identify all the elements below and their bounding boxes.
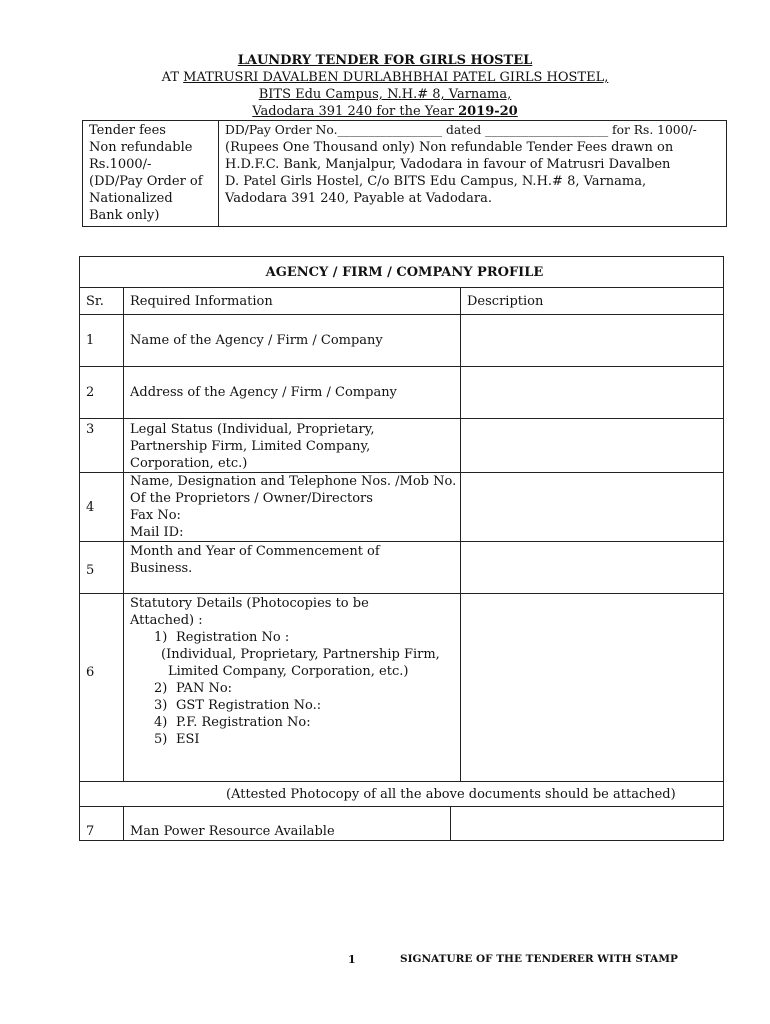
list-item [130,731,460,748]
row-info: Name of the Agency / Firm / Company [124,315,461,367]
registration-detail-line: (Individual, Proprietary, Partnership Firm, [161,647,440,662]
row-sr: 3 [80,419,124,473]
campus-address: BITS Edu Campus, N.H.# 8, Varnama, [258,87,512,102]
fees-label-line: Bank only) [89,208,160,223]
row-info [124,594,461,782]
row-info: Address of the Agency / Firm / Company [124,367,461,419]
row-info [124,807,461,841]
list-text: PAN No: [176,681,233,696]
statutory-list [130,680,460,748]
description-cell[interactable] [461,367,724,419]
table-row [80,807,724,841]
list-number: 3) [154,698,168,713]
row-sr: 5 [80,542,124,594]
list-text: Registration No : [176,630,290,645]
row-info-line: Business. [130,561,193,576]
fees-label-line: Nationalized [89,191,173,206]
row-info [124,419,461,473]
year-line [0,103,770,120]
list-number: 5) [154,732,168,747]
fees-detail-line: (Rupees One Thousand only) Non refundable Tender Fees drawn on [225,140,674,155]
hostel-name-line [0,69,770,86]
signature-label: SIGNATURE OF THE TENDERER WITH STAMP [400,953,678,965]
description-cell[interactable] [461,594,724,782]
campus-address-line [0,86,770,103]
fees-label-line: Rs.1000/- [89,157,152,172]
cell-divider [450,806,451,841]
attested-note: (Attested Photocopy of all the above documents should be attached) [80,782,724,807]
profile-heading-text: AGENCY / FIRM / COMPANY PROFILE [265,264,544,280]
fees-label-cell [83,121,219,227]
title-text: LAUNDRY TENDER FOR GIRLS HOSTEL [237,53,533,68]
fees-detail-cell [219,121,727,227]
row-info [124,473,461,542]
statutory-list [130,629,460,646]
year-prefix: Vadodara 391 240 for the Year [252,104,459,119]
row-info-line: Fax No: [130,508,181,523]
table-row [80,419,724,473]
list-number: 2) [154,681,168,696]
list-text: ESI [176,732,200,747]
fees-detail-line: D. Patel Girls Hostel, C/o BITS Edu Campus, N.H.# 8, Varnama, [225,174,647,189]
list-text: GST Registration No.: [176,698,322,713]
description-cell[interactable] [461,419,724,473]
tender-year: 2019-20 [458,104,518,119]
page-number: 1 [348,953,356,966]
row-info-text: Man Power Resource Available [130,824,335,839]
table-row [80,367,724,419]
list-item [130,697,460,714]
description-cell[interactable] [461,807,724,841]
fees-detail-line: H.D.F.C. Bank, Manjalpur, Vadodara in favour of Matrusri Davalben [225,157,671,172]
row-info-line: Legal Status (Individual, Proprietary, [130,422,375,437]
document-title [0,52,770,69]
fees-detail-line: DD/Pay Order No._________________ dated ____________________ for Rs. 1000/- [225,123,697,137]
list-item [130,680,460,697]
column-header-info: Required Information [124,288,461,315]
row-info [124,542,461,594]
row-sr: 4 [80,473,124,542]
row-info-line: Attached) : [130,613,203,628]
agency-profile-table [79,256,724,841]
list-item [130,629,460,646]
row-sr: 7 [80,807,124,841]
description-cell[interactable] [461,542,724,594]
table-row [80,473,724,542]
row-info-line: Statutory Details (Photocopies to be [130,596,369,611]
row-info-line: Corporation, etc.) [130,456,248,471]
hostel-name: MATRUSRI DAVALBEN DURLABHBHAI PATEL GIRLS HOSTEL, [183,70,609,85]
column-header-description: Description [461,288,724,315]
registration-detail-line: Limited Company, Corporation, etc.) [168,664,409,679]
table-row [80,594,724,782]
tender-fees-table [82,120,727,227]
row-sr: 6 [80,594,124,782]
list-number: 1) [154,630,168,645]
column-header-sr: Sr. [80,288,124,315]
fees-label-line: (DD/Pay Order of [89,174,203,189]
table-row [80,542,724,594]
row-info-line: Name, Designation and Telephone Nos. /Mob No. [130,474,457,489]
row-info-line: Mail ID: [130,525,184,540]
row-sr: 1 [80,315,124,367]
description-cell[interactable] [461,473,724,542]
row-info-line: Of the Proprietors / Owner/Directors [130,491,373,506]
fees-label-line: Non refundable [89,140,193,155]
profile-heading [80,257,724,288]
row-sr: 2 [80,367,124,419]
list-item [130,714,460,731]
description-cell[interactable] [461,315,724,367]
list-text: P.F. Registration No: [176,715,311,730]
table-row [80,315,724,367]
fees-label-line: Tender fees [89,123,166,138]
hostel-prefix: AT [161,70,184,85]
row-info-line: Partnership Firm, Limited Company, [130,439,371,454]
list-number: 4) [154,715,168,730]
fees-detail-line: Vadodara 391 240, Payable at Vadodara. [225,191,492,206]
row-info-line: Month and Year of Commencement of [130,544,380,559]
